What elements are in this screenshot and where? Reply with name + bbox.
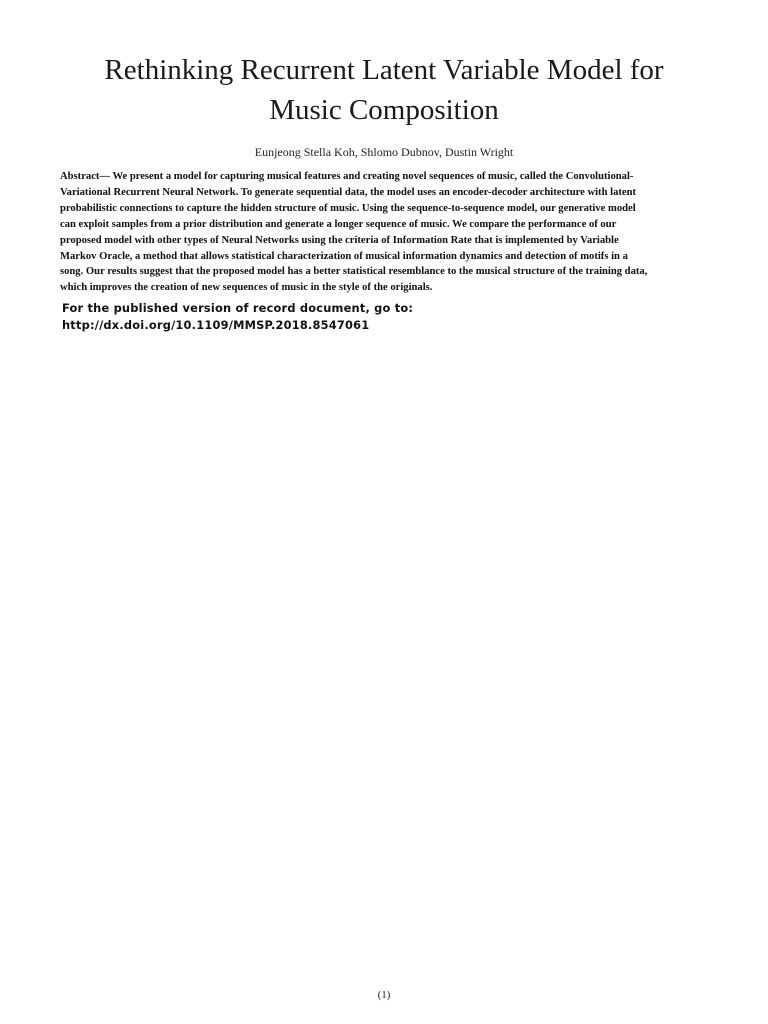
- paper-title: [40, 50, 728, 130]
- abstract-line: song. Our results suggest that the proposed model has a better statistical resemblance to the musical structure of the training data,: [60, 266, 648, 278]
- abstract-line: which improves the creation of new sequences of music in the style of the originals.: [60, 282, 433, 294]
- title-line-1: Rethinking Recurrent Latent Variable Model for: [104, 54, 664, 86]
- page-number: (1): [377, 989, 391, 1001]
- author-list: Eunjeong Stella Koh, Shlomo Dubnov, Dustin Wright: [254, 145, 514, 159]
- abstract-line: can exploit samples from a prior distribution and generate a longer sequence of music. We compare the performance of our: [60, 218, 617, 230]
- abstract: [60, 169, 714, 296]
- abstract-line: Variational Recurrent Neural Network. To generate sequential data, the model uses an encoder-decoder architecture with latent: [60, 186, 637, 198]
- title-line-2: Music Composition: [269, 94, 499, 126]
- abstract-line: proposed model with other types of Neural Networks using the criteria of Information Rate that is implemented by Variable: [60, 234, 619, 246]
- abstract-line: probabilistic connections to capture the hidden structure of music. Using the sequence-to-sequence model, our generative model: [60, 202, 636, 214]
- published-version-notice: [62, 300, 413, 334]
- abstract-line: Abstract— We present a model for capturing musical features and creating novel sequences of music, called the Convolutional-: [60, 171, 634, 182]
- doi-link[interactable]: http://dx.doi.org/10.1109/MMSP.2018.8547061: [62, 318, 370, 332]
- abstract-line: Markov Oracle, a method that allows statistical characterization of musical information dynamics and detection of motifs in a: [60, 250, 628, 262]
- notice-text: For the published version of record document, go to:: [62, 301, 414, 315]
